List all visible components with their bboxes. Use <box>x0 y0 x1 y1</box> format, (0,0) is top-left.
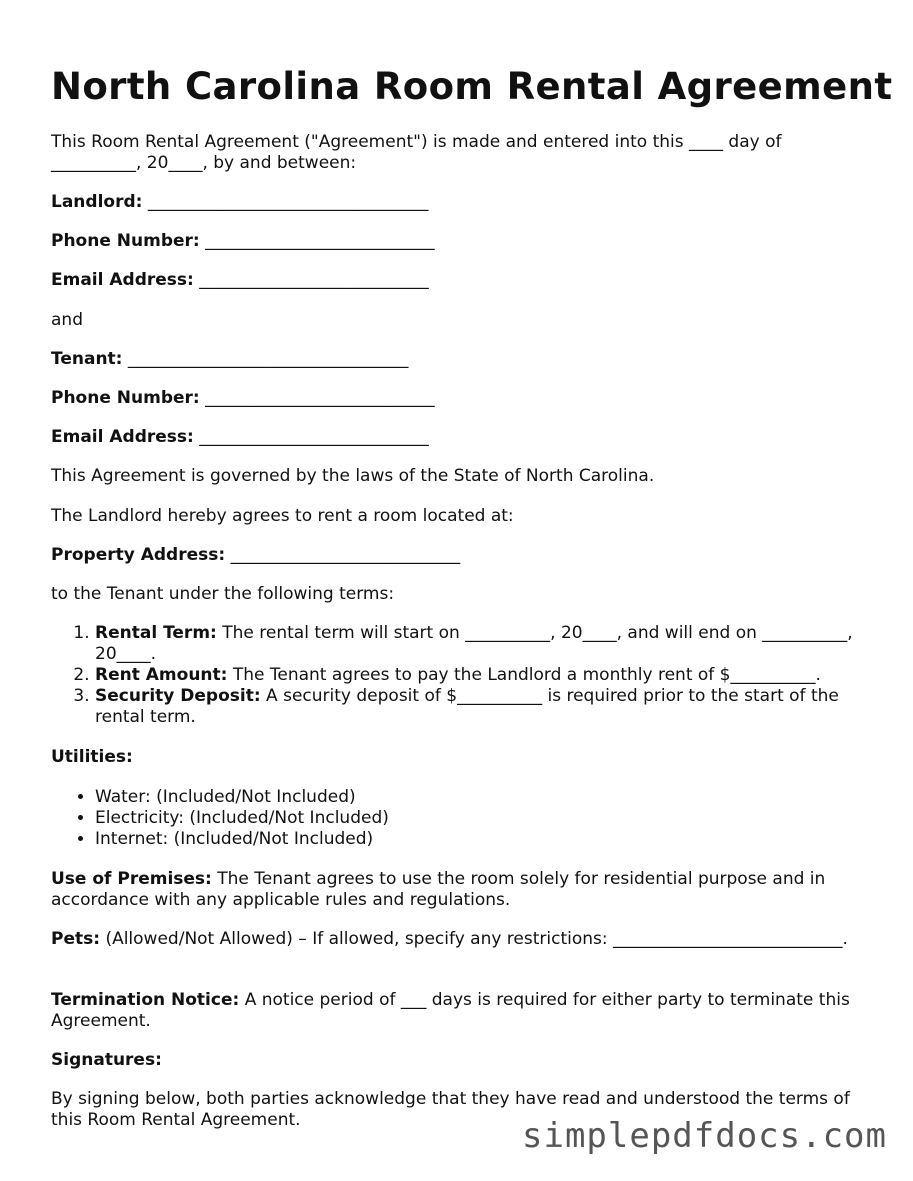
terms-intro-text: to the Tenant under the following terms: <box>51 584 395 604</box>
and-text: and <box>51 310 83 330</box>
tenant-email-label: Email Address: <box>51 427 194 447</box>
landlord-phone-label: Phone Number: <box>51 231 200 251</box>
list-item: • Water: (Included/Not Included) <box>95 787 875 808</box>
pets-text: (Allowed/Not Allowed) – If allowed, specify any restrictions: ___________________________. <box>100 929 848 949</box>
document-title: North Carolina Room Rental Agreement <box>51 65 893 108</box>
intro-line-1: This Room Rental Agreement ("Agreement") is made and entered into this ____ day of <box>51 132 782 152</box>
tenant-phone-blank: ___________________________ <box>205 388 435 408</box>
term-text: The rental term will start on __________, 20____, and will end on __________, 20____. <box>95 623 853 664</box>
tenant-blank: _________________________________ <box>127 349 409 369</box>
governing-law-text: This Agreement is governed by the laws of the State of North Carolina. <box>51 466 655 486</box>
term-label: Security Deposit: <box>95 686 261 706</box>
tenant-label: Tenant: <box>51 349 123 369</box>
tenant-field <box>51 349 408 370</box>
use-of-premises-paragraph <box>51 869 881 911</box>
use-of-premises-text: The Tenant agrees to use the room solely for residential purpose and in accordance with any applicable rules and regulations. <box>51 869 826 910</box>
term-item-security-deposit <box>95 686 875 728</box>
landlord-field <box>51 192 428 213</box>
term-text: A security deposit of $__________ is required prior to the start of the rental term. <box>95 686 839 727</box>
list-item: • Electricity: (Included/Not Included) <box>95 808 875 829</box>
utilities-list <box>95 787 875 850</box>
tenant-email-field <box>51 427 429 448</box>
landlord-email-field <box>51 270 429 291</box>
intro-line-2: __________, 20____, by and between: <box>51 153 357 173</box>
watermark: simplepdfdocs.com <box>522 1116 887 1156</box>
tenant-phone-label: Phone Number: <box>51 388 200 408</box>
terms-list <box>95 623 875 728</box>
signatures-heading-text: Signatures: <box>51 1050 162 1070</box>
landlord-email-blank: ___________________________ <box>199 270 429 290</box>
termination-label: Termination Notice: <box>51 990 240 1010</box>
termination-paragraph <box>51 990 881 1032</box>
landlord-phone-field <box>51 231 435 252</box>
landlord-email-label: Email Address: <box>51 270 194 290</box>
term-text: The Tenant agrees to pay the Landlord a monthly rent of $__________. <box>227 665 821 685</box>
list-item: • Internet: (Included/Not Included) <box>95 829 875 850</box>
term-label: Rent Amount: <box>95 665 228 685</box>
pets-label: Pets: <box>51 929 101 949</box>
signatures-heading <box>51 1050 162 1071</box>
property-address-label: Property Address: <box>51 545 226 565</box>
property-address-field <box>51 545 460 566</box>
rent-room-text: The Landlord hereby agrees to rent a room located at: <box>51 506 514 526</box>
signatures-paragraph: By signing below, both parties acknowledge that they have read and understood the terms of this Room Rental Agreement. <box>51 1089 850 1130</box>
utilities-heading-text: Utilities: <box>51 747 133 767</box>
use-of-premises-label: Use of Premises: <box>51 869 212 889</box>
tenant-email-blank: ___________________________ <box>199 427 429 447</box>
landlord-blank: _________________________________ <box>147 192 429 212</box>
term-item-rental-term <box>95 623 875 665</box>
term-item-rent-amount <box>95 665 875 686</box>
termination-text: A notice period of ___ days is required for either party to terminate this Agreement. <box>51 990 850 1031</box>
landlord-phone-blank: ___________________________ <box>205 231 435 251</box>
pets-paragraph <box>51 929 881 950</box>
property-address-blank: ___________________________ <box>230 545 461 565</box>
landlord-label: Landlord: <box>51 192 143 212</box>
term-label: Rental Term: <box>95 623 217 643</box>
utilities-heading <box>51 747 133 768</box>
tenant-phone-field <box>51 388 435 409</box>
